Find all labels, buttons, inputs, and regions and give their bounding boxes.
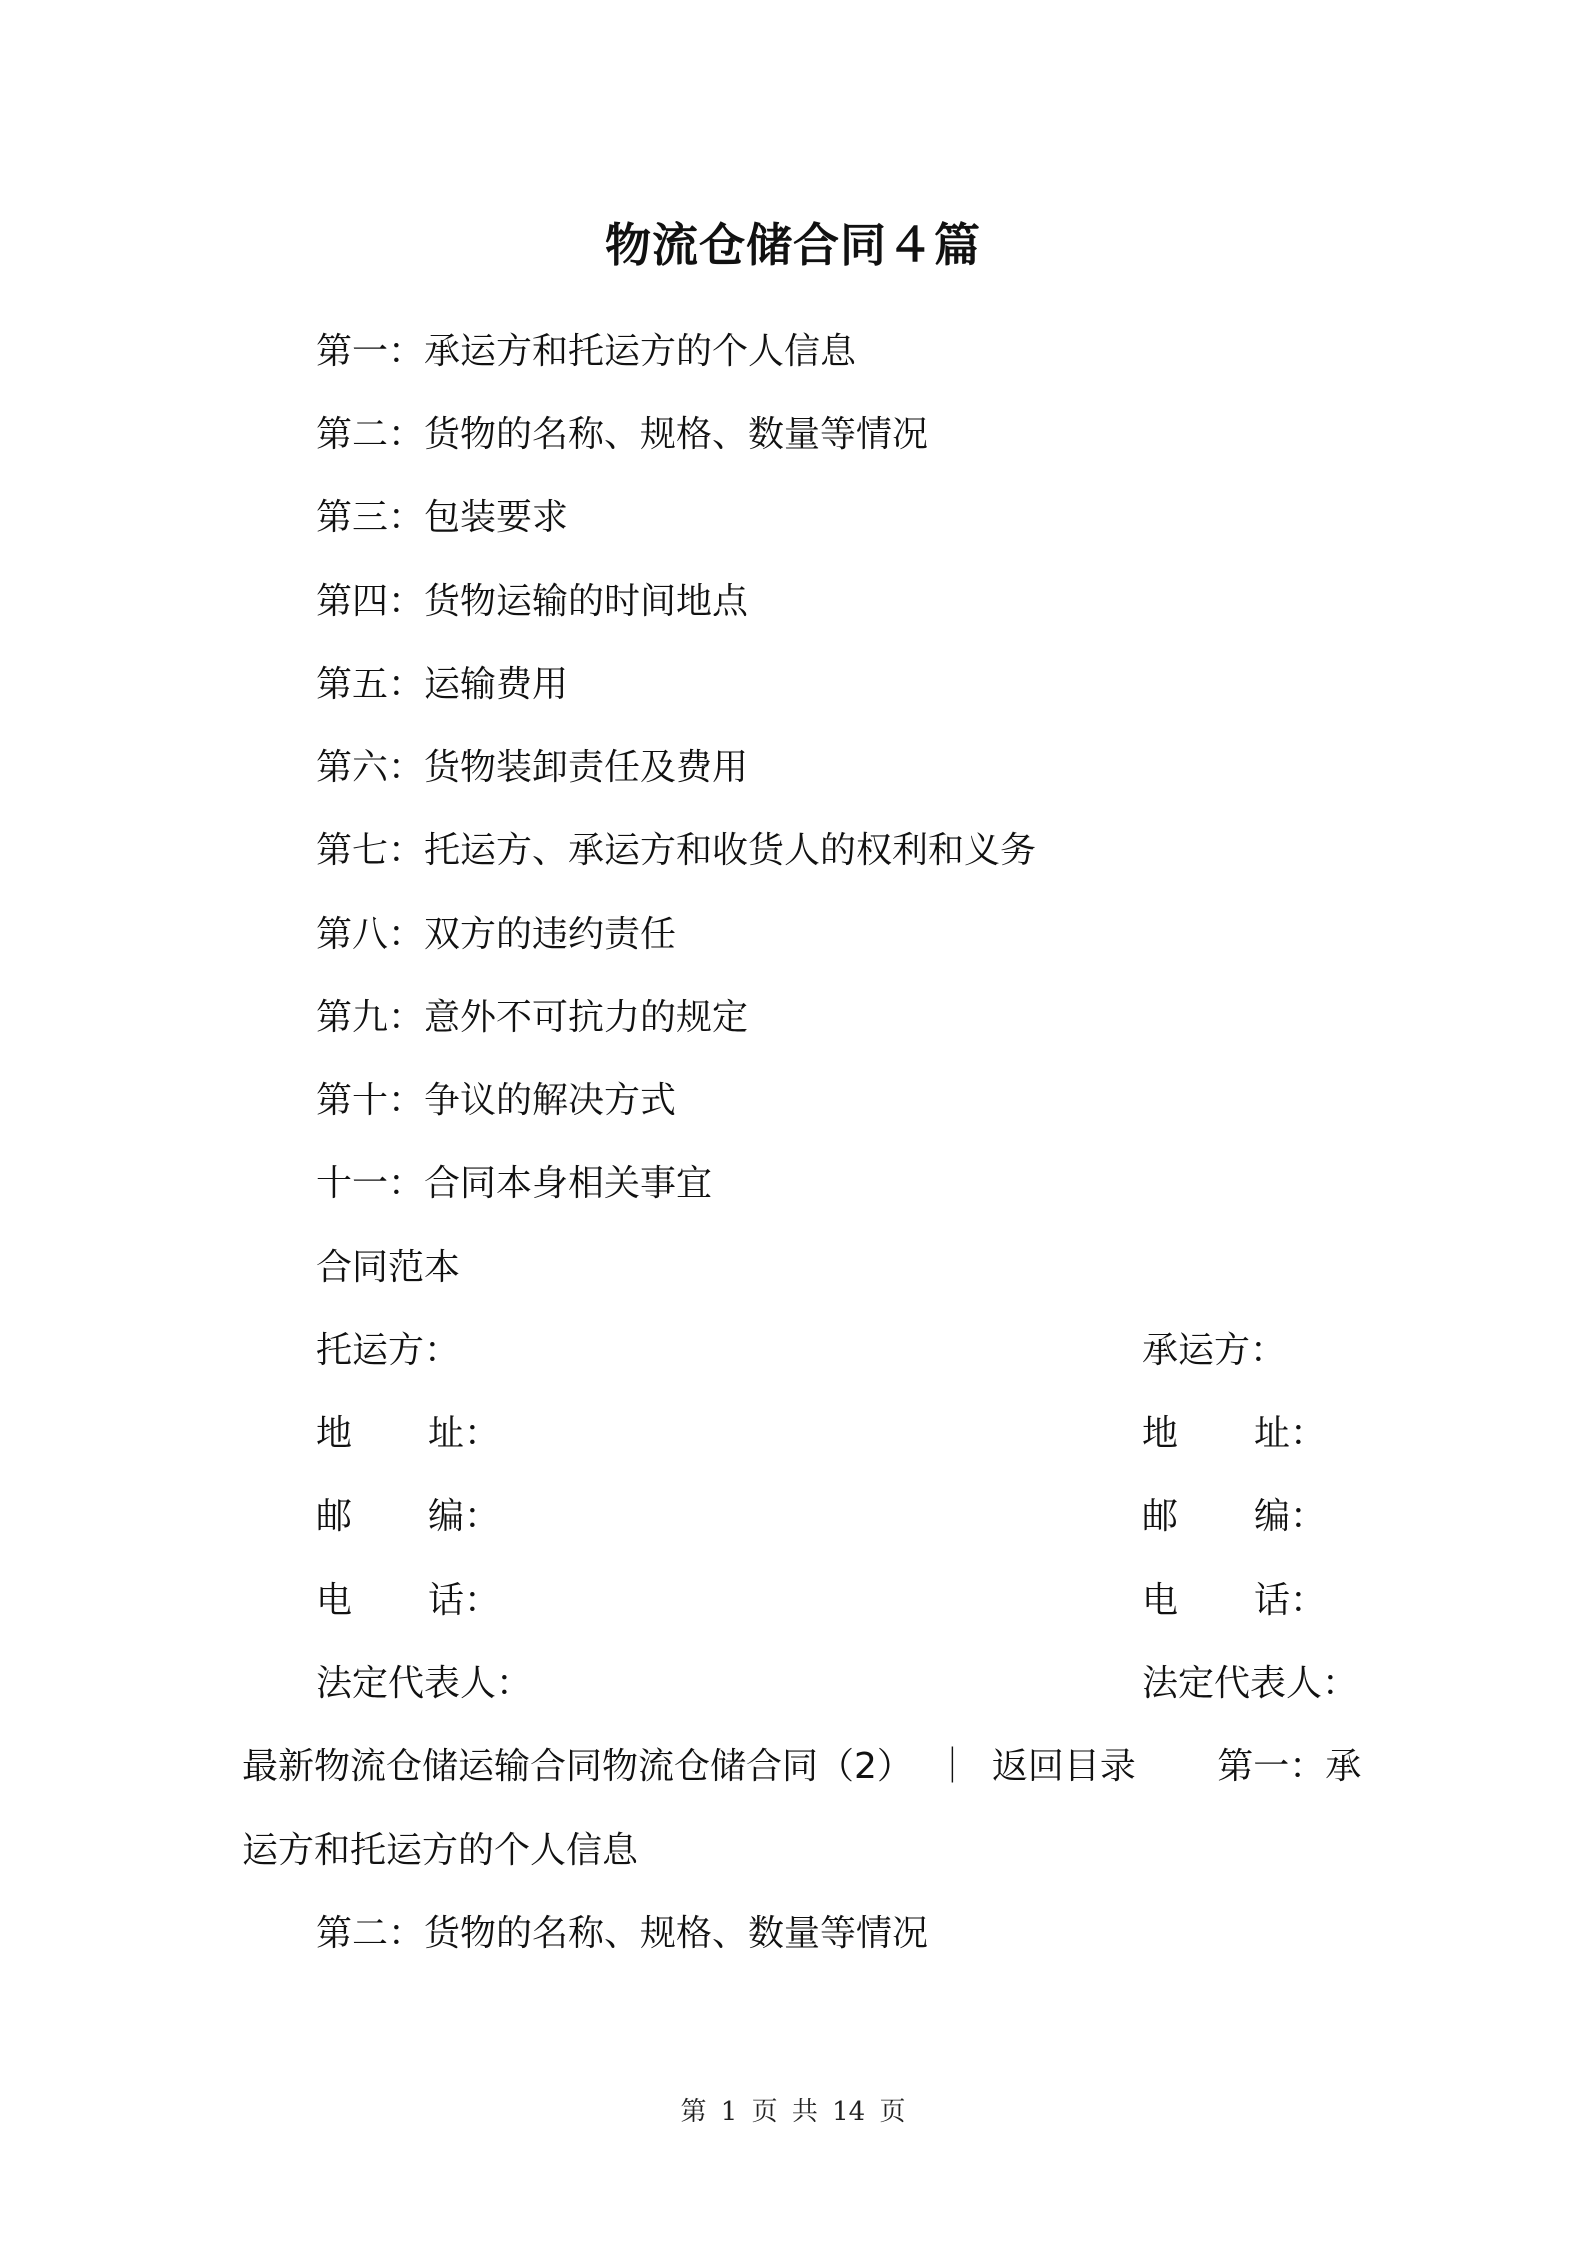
clause-3	[316, 493, 568, 543]
clause-8	[316, 910, 676, 960]
clause-text: 双方的违约责任	[424, 914, 677, 955]
clause-6	[316, 743, 748, 793]
clause-number: 第二：	[316, 414, 425, 455]
clause-2-repeat	[316, 1909, 928, 1959]
clause-text: 包装要求	[424, 497, 569, 538]
clause-5	[316, 660, 568, 710]
label-char: 址：	[428, 1413, 501, 1454]
clause-number: 第六：	[316, 747, 425, 788]
label-char: 编：	[1254, 1496, 1327, 1537]
clause-text: 货物装卸责任及费用	[424, 747, 749, 788]
clause-number: 第十：	[316, 1080, 425, 1121]
clause-2	[316, 410, 928, 460]
paragraph-tail: 第一：承	[1217, 1746, 1362, 1787]
clause-number: 第五：	[316, 664, 425, 705]
clause-9	[316, 993, 748, 1043]
label-char: 地	[316, 1413, 353, 1454]
shipper-label: 托运方：	[316, 1330, 461, 1371]
label-char: 邮	[1142, 1496, 1179, 1537]
clause-4	[316, 577, 748, 627]
shipper-address-label	[316, 1409, 500, 1459]
label-char: 话：	[1254, 1580, 1327, 1621]
shipper-postcode-label	[316, 1492, 500, 1542]
label-char: 邮	[316, 1496, 353, 1537]
clause-number: 第二：	[316, 1913, 425, 1954]
carrier-postcode-label	[1142, 1492, 1326, 1542]
paragraph-line-2: 运方和托运方的个人信息	[242, 1830, 639, 1871]
clause-7	[316, 826, 1036, 876]
carrier-phone-label	[1142, 1576, 1326, 1626]
clause-text: 意外不可抗力的规定	[424, 997, 749, 1038]
clause-text: 托运方、承运方和收货人的权利和义务	[424, 830, 1037, 871]
clause-number: 第四：	[316, 581, 425, 622]
clause-number: 第三：	[316, 497, 425, 538]
document-title: 物流仓储合同４篇	[605, 218, 981, 272]
clause-text: 货物运输的时间地点	[424, 581, 749, 622]
carrier-label: 承运方：	[1142, 1330, 1287, 1371]
clause-11	[316, 1159, 712, 1209]
clause-number: 第七：	[316, 830, 425, 871]
label-char: 址：	[1254, 1413, 1327, 1454]
label-char: 编：	[428, 1496, 501, 1537]
clause-text: 货物的名称、规格、数量等情况	[424, 1913, 929, 1954]
template-heading: 合同范本	[316, 1247, 461, 1288]
clause-text: 货物的名称、规格、数量等情况	[424, 414, 929, 455]
label-char: 电	[316, 1580, 353, 1621]
clause-number: 第九：	[316, 997, 425, 1038]
clause-text: 合同本身相关事宜	[424, 1163, 713, 1204]
clause-text: 运输费用	[424, 664, 569, 705]
shipper-phone-label	[316, 1576, 500, 1626]
paragraph-lead: 最新物流仓储运输合同物流仓储合同（2）	[242, 1746, 913, 1787]
paragraph-line-1	[242, 1742, 1361, 1792]
return-to-toc-link[interactable]: 返回目录	[991, 1746, 1136, 1787]
clause-number: 第一：	[316, 331, 425, 372]
shipper-representative-label: 法定代表人：	[316, 1663, 533, 1704]
clause-10	[316, 1076, 676, 1126]
separator: ｜	[934, 1746, 971, 1787]
label-char: 电	[1142, 1580, 1179, 1621]
clause-number: 第八：	[316, 914, 425, 955]
carrier-representative-label: 法定代表人：	[1142, 1663, 1359, 1704]
label-char: 话：	[428, 1580, 501, 1621]
carrier-address-label	[1142, 1409, 1326, 1459]
clause-number: 十一：	[316, 1163, 425, 1204]
clause-1	[316, 327, 856, 377]
label-char: 地	[1142, 1413, 1179, 1454]
clause-text: 争议的解决方式	[424, 1080, 677, 1121]
clause-text: 承运方和托运方的个人信息	[424, 331, 857, 372]
page-footer: 第 1 页 共 14 页	[680, 2097, 906, 2127]
